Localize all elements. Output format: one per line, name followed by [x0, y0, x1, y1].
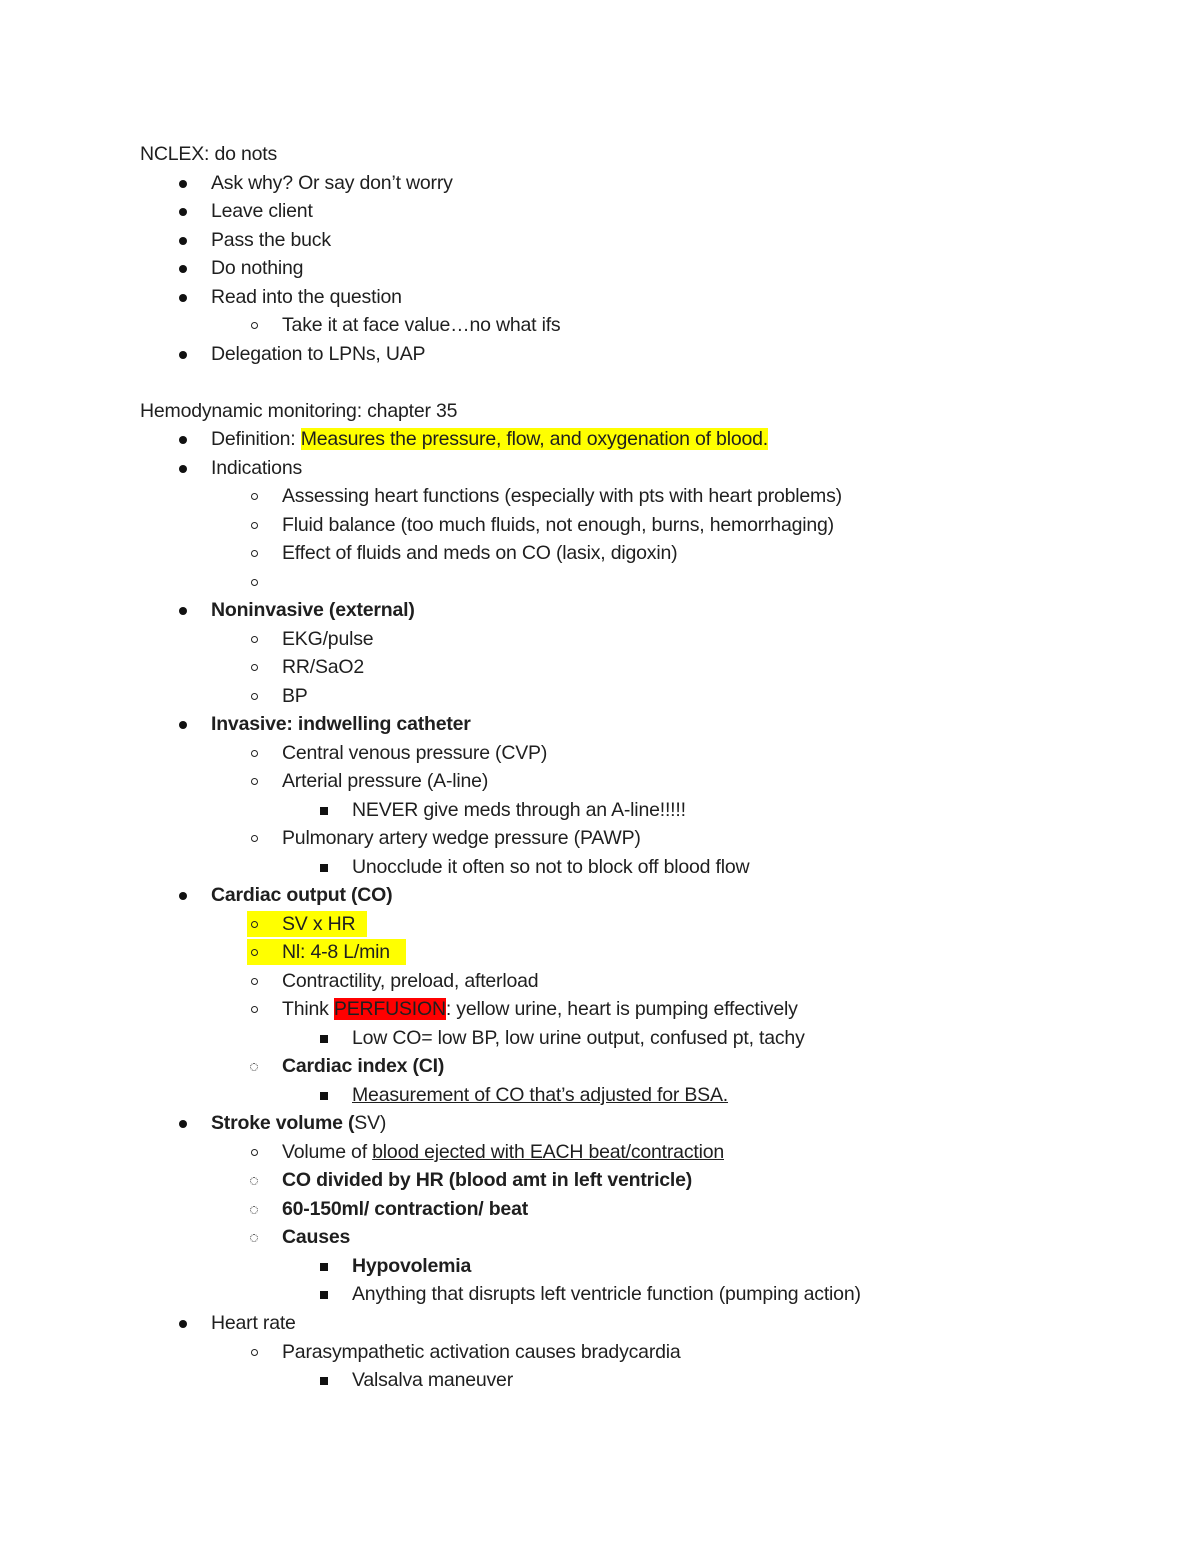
bullet-disc-icon	[173, 454, 193, 482]
list-item: Arterial pressure (A-line)	[0, 767, 1200, 795]
section-heading-nclex: NCLEX: do nots	[140, 143, 278, 165]
list-item-empty	[0, 568, 1200, 596]
bullet-circle-icon	[244, 482, 264, 510]
bullet-square-icon	[314, 1366, 334, 1394]
list-item: Valsalva maneuver	[0, 1366, 1200, 1394]
list-item-cardiac-output: Cardiac output (CO)	[0, 881, 1200, 909]
bullet-circle-icon	[244, 824, 264, 852]
list-item-heart-rate: Heart rate	[0, 1309, 1200, 1337]
bullet-disc-icon	[173, 710, 193, 738]
bullet-circle-icon	[244, 995, 264, 1023]
list-item: Contractility, preload, afterload	[0, 967, 1200, 995]
bullet-circle-icon	[244, 653, 264, 681]
list-item: Central venous pressure (CVP)	[0, 739, 1200, 767]
list-item: Measurement of CO that’s adjusted for BSA.	[0, 1081, 1200, 1109]
bullet-disc-icon	[173, 881, 193, 909]
list-item: Think PERFUSION: yellow urine, heart is pumping effectively	[0, 995, 1200, 1023]
list-item-indications: Indications	[0, 454, 1200, 482]
highlighted-definition: Measures the pressure, flow, and oxygenation of blood.	[300, 428, 768, 450]
list-item: Fluid balance (too much fluids, not enough, burns, hemorrhaging)	[0, 511, 1200, 539]
list-item: Low CO= low BP, low urine output, confused pt, tachy	[0, 1024, 1200, 1052]
bullet-square-icon	[314, 1081, 334, 1109]
bullet-circle-icon	[244, 682, 264, 710]
list-item: Pass the buck	[0, 226, 1200, 254]
list-item: RR/SaO2	[0, 653, 1200, 681]
bullet-circle-icon	[244, 910, 264, 938]
bullet-circle-icon	[244, 568, 264, 596]
list-item: Cardiac index (CI)	[0, 1052, 1200, 1080]
bullet-circle-icon	[244, 739, 264, 767]
list-item: Causes	[0, 1223, 1200, 1251]
bullet-square-icon	[314, 853, 334, 881]
list-item-definition: Definition: Measures the pressure, flow, and oxygenation of blood.	[0, 425, 1200, 453]
list-item: Effect of fluids and meds on CO (lasix, digoxin)	[0, 539, 1200, 567]
bullet-circle-icon	[244, 511, 264, 539]
list-item: Leave client	[0, 197, 1200, 225]
list-item: Volume of blood ejected with EACH beat/contraction	[0, 1138, 1200, 1166]
list-item: Anything that disrupts left ventricle function (pumping action)	[0, 1280, 1200, 1308]
bullet-dotted-circle-icon	[244, 1052, 264, 1080]
section-heading-hemodynamic: Hemodynamic monitoring: chapter 35	[140, 400, 458, 422]
bullet-square-icon	[314, 1252, 334, 1280]
list-item: Unocclude it often so not to block off blood flow	[0, 853, 1200, 881]
bullet-disc-icon	[173, 425, 193, 453]
bullet-disc-icon	[173, 197, 193, 225]
list-item: Read into the question	[0, 283, 1200, 311]
list-item: CO divided by HR (blood amt in left ventricle)	[0, 1166, 1200, 1194]
bullet-disc-icon	[173, 1109, 193, 1137]
bullet-circle-icon	[244, 967, 264, 995]
bullet-square-icon	[314, 1280, 334, 1308]
bullet-circle-icon	[244, 938, 264, 966]
bullet-disc-icon	[173, 169, 193, 197]
list-item: NEVER give meds through an A-line!!!!!	[0, 796, 1200, 824]
bullet-square-icon	[314, 1024, 334, 1052]
bullet-disc-icon	[173, 283, 193, 311]
list-item-noninvasive: Noninvasive (external)	[0, 596, 1200, 624]
list-item: Pulmonary artery wedge pressure (PAWP)	[0, 824, 1200, 852]
list-item: BP	[0, 682, 1200, 710]
bullet-dotted-circle-icon	[244, 1223, 264, 1251]
list-item: Hypovolemia	[0, 1252, 1200, 1280]
bullet-disc-icon	[173, 340, 193, 368]
bullet-circle-icon	[244, 767, 264, 795]
list-item-highlighted: SV x HR	[0, 910, 1200, 938]
bullet-square-icon	[314, 796, 334, 824]
list-item: Assessing heart functions (especially with pts with heart problems)	[0, 482, 1200, 510]
bullet-circle-icon	[244, 539, 264, 567]
bullet-circle-icon	[244, 625, 264, 653]
list-item: Ask why? Or say don’t worry	[0, 169, 1200, 197]
list-item: EKG/pulse	[0, 625, 1200, 653]
bullet-circle-icon	[244, 1338, 264, 1366]
bullet-disc-icon	[173, 1309, 193, 1337]
bullet-dotted-circle-icon	[244, 1166, 264, 1194]
bullet-disc-icon	[173, 226, 193, 254]
bullet-disc-icon	[173, 596, 193, 624]
list-item: 60-150ml/ contraction/ beat	[0, 1195, 1200, 1223]
list-item-highlighted: Nl: 4-8 L/min	[0, 938, 1200, 966]
list-item: Do nothing	[0, 254, 1200, 282]
bullet-circle-icon	[244, 1138, 264, 1166]
list-item-stroke-volume: Stroke volume (SV)	[0, 1109, 1200, 1137]
bullet-circle-icon	[244, 311, 264, 339]
list-item-invasive: Invasive: indwelling catheter	[0, 710, 1200, 738]
list-item: Delegation to LPNs, UAP	[0, 340, 1200, 368]
bullet-dotted-circle-icon	[244, 1195, 264, 1223]
highlighted-perfusion: PERFUSION	[333, 998, 446, 1020]
list-item: Parasympathetic activation causes bradycardia	[0, 1338, 1200, 1366]
bullet-disc-icon	[173, 254, 193, 282]
list-item: Take it at face value…no what ifs	[0, 311, 1200, 339]
